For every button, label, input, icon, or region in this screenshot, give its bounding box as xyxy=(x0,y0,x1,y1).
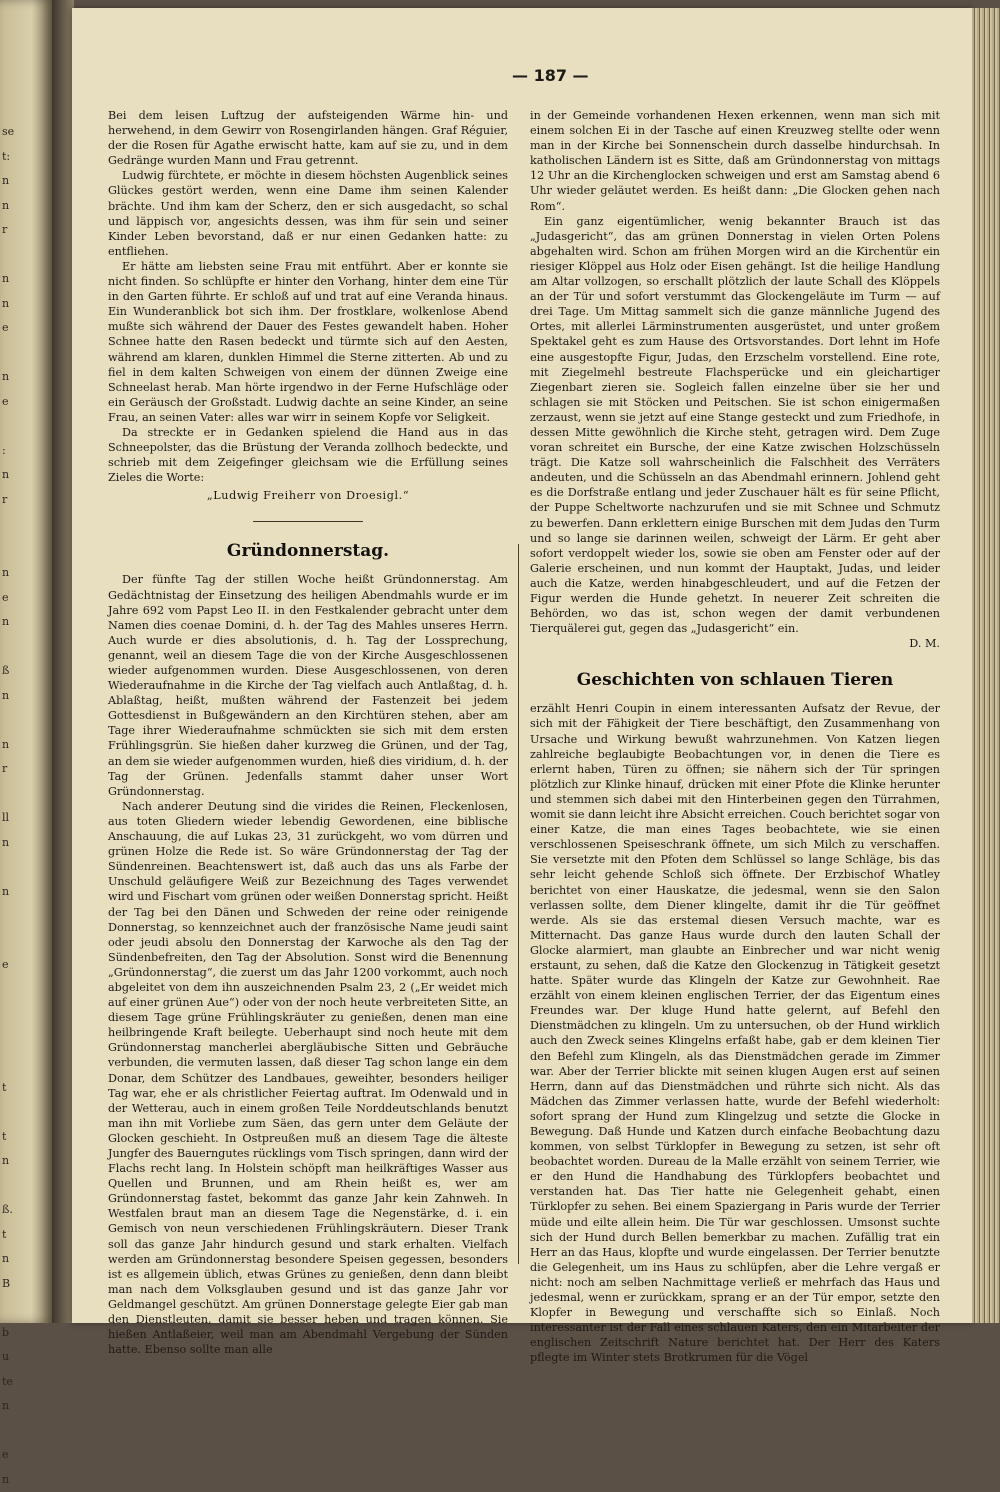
story-paragraph-2: Ludwig fürchtete, er möchte in diesem höchsten Augenblick seines Glückes gestört werden, wenn eine Dame ihm seinen Kalender brächte. Und ihm kam der Scherz, den er sich ausgedacht, so schal und läppisch vor, angesichts dessen, was ihm für sein und seiner Kinder Leben bevorstand, daß er nur einen Gedanken hatte: zu entfliehen. xyxy=(108,169,508,258)
story-paragraph-4: Da streckte er in Gedanken spielend die Hand aus in das Schneepolster, das die Brüstung der Veranda zollhoch bedeckte, und schrieb mit dem Zeigefinger gleichsam wie die Erfüllung seines Zieles die Worte: xyxy=(108,425,508,485)
story-paragraph-1: Bei dem leisen Luftzug der aufsteigenden Wärme hin- und herwehend, in dem Gewirr von Rosengirlanden hängen. Graf Réguier, der die Rosen für Agathe erwischt hatte, kam auf sie zu, und in dem Gedränge wurden Mann und Frau getrennt. xyxy=(108,109,508,168)
gruendonnerstag-author: D. M. xyxy=(909,637,940,651)
article-gruendonnerstag xyxy=(108,540,508,1357)
gruendonnerstag-continued-paragraph-1: in der Gemeinde vorhandenen Hexen erkennen, wenn man sich mit einem solchen Ei in der Tasche auf einen Kreuzweg stellte oder wenn man in der Kirche bei Sonnenschein durch dasselbe hindurchsah. In katholischen Ländern ist es Sitte, daß am Gründonnerstag von mittags 12 Uhr an die Kirchenglocken schweigen und erst am Samstag abend 6 Uhr wieder geläutet werden. Es heißt dann: „Die Glocken gehen nach Rom“. xyxy=(530,109,940,213)
story-paragraph-3: Er hätte am liebsten seine Frau mit entführt. Aber er konnte sie nicht finden. So schlüpfte er hinter den Vorhang, hinter dem eine Tür in den Garten führte. Er schloß auf und trat auf eine Veranda hinaus. Ein Wunderanblick bot sich ihm. Der frostklare, wolkenlose Abend mußte sich während der Dauer des Festes gewandelt haben. Hoher Schnee hatte den Rasen bedeckt und türmte sich auf den Aesten, während am klaren, dunklen Himmel die Sterne zitterten. Ab und zu fiel in dem kalten Schweigen von einem der dünnen Zweige eine Schneelast herab. Man hörte irgendwo in der Ferne Hufschläge oder ein Geräusch der Großstadt. Ludwig dachte an seine Kinder, an seine Frau, an seinen Vater: alles war wirr in seinem Kopfe vor Seligkeit. xyxy=(108,259,508,424)
page-stack-edge xyxy=(972,8,1000,1323)
section-divider xyxy=(253,521,363,522)
gruendonnerstag-paragraph-2: Nach anderer Deutung sind die virides die Reinen, Fleckenlosen, aus toten Gliedern wieder lebendig Gewordenen, eine biblische Anschauung, die auf Lukas 23, 31 zurückgeht, wo vom dürren und grünen Holze die Rede ist. So wäre Gründonnerstag der Tag der Sündenreinen. Beachtenswert ist, daß auch das uns als Farbe der Unschuld geläufigere Weiß zur Bezeichnung des Tages verwendet wird und Fischart vom grünen oder weißen Donnerstag spricht. Heißt der Tag bei den Dänen und Schweden der reine oder reinigende Donnerstag, so kennzeichnet auch der französische Name jeudi saint oder jeudi absolu den Donnerstag der Karwoche als den Tag der Sündenbefreiten, den Tag der Absolution. Sonst wird die Benennung „Gründonnerstag“, die zuerst um das Jahr 1200 vorkommt, auch noch abgeleitet von dem ihn auszeichnenden Psalm 23, 2 („Er weidet mich auf einer grünen Aue“) oder von der noch heute verbreiteten Sitte, an diesem Tage grüne Frühlingskräuter zu genießen, denen man eine heilbringende Kraft beilegte. Ueberhaupt sind noch heute mit dem Gründonnerstag mancherlei abergläubische Sitten und Gebräuche verbunden, die vermuten lassen, daß dieser Tag schon lange ein dem Donar, dem Schützer des Landbaues, geweihter, besonders heiliger Tag war, ehe er als christlicher Feiertag auftrat. Im Odenwald und in der Wetterau, auch in einem großen Teile Norddeutschlands benutzt man ihn mit Vorliebe zum Säen, das gern unter dem Geläute der Glocken geschieht. In Ostpreußen muß an diesem Tage die älteste Jungfer des Bauerngutes rücklings vom Tisch springen, dann wird der Flachs recht lang. In Holstein schöpft man heilkräftiges Wasser aus Quellen und Brunnen, und am Rhein heißt es, wer am Gründonnerstag fastet, bekommt das ganze Jahr kein Zahnweh. In Westfalen braut man an diesem Tage die Negenstärke, d. i. ein Gemisch von neun verschiedenen Frühlingskräutern. Dieser Trank soll das ganze Jahr hindurch gesund und stark erhalten. Vielfach werden am Gründonnerstag besondere Speisen gegessen, besonders ist es allgemein üblich, etwas Grünes zu genießen, denn dann bleibt man nach dem Volksglauben gesund und ist das ganze Jahr vor Geldmangel geschützt. Am grünen Donnerstage gelegte Eier gab man den Dienstleuten, damit sie besser heben und tragen können. Sie hießen Antlaßeier, weil man am Abendmahl Vergebung der Sünden hatte. Ebenso sollte man alle xyxy=(108,799,508,1357)
left-column xyxy=(108,108,508,1357)
right-column xyxy=(530,108,940,1366)
column-divider xyxy=(518,544,519,1264)
page-number: — 187 — xyxy=(512,66,589,85)
previous-page-edge xyxy=(0,0,52,1486)
page xyxy=(72,8,972,1365)
schlaue-tiere-paragraph-1: erzählt Henri Coupin in einem interessanten Aufsatz der Revue, der sich mit der Fähigkeit der Tiere beschäftigt, den Zusammenhang von Ursache und Wirkung bewußt wahrzunehmen. Von Katzen liegen zahlreiche beglaubigte Beobachtungen vor, in denen die Tiere es erlernt haben, Türen zu öffnen; sie nähern sich der Tür springen plötzlich zur Klinke hinauf, drücken mit einer Pfote die Klinke herunter und stemmen sich dabei mit den Hinterbeinen gegen den Türrahmen, womit sie dann leicht ihre Absicht erreichen. Couch berichtet sogar von einer Katze, die man eines Tages beobachtete, wie sie einen verschlossenen Speiseschrank öffnete, um sich Milch zu verschaffen. Sie versetzte mit den Pfoten dem Schlüssel so lange Schläge, bis das sehr leicht gehende Schloß sich öffnete. Der Erzbischof Whatley berichtet von einer Hauskatze, die jedesmal, wenn sie den Salon verlassen sollte, dem Diener klingelte, damit ihr die Tür geöffnet werde. Als sie das erstemal diesen Versuch machte, war es Mitternacht. Das ganze Haus wurde durch den lauten Schall der Glocke alarmiert, man glaubte an Einbrecher und war nicht wenig erstaunt, zu sehen, daß die Katze den Glockenzug in Tätigkeit gesetzt hatte. Später wurde das Klingeln der Katze zur Gewohnheit. Rae erzählt von einem kleinen englischen Terrier, der das Eigentum eines Freundes war. Der kluge Hund hatte gelernt, auf Befehl den Dienstmädchen zu klingeln. Um zu untersuchen, ob der Hund wirklich auch den Zweck seines Klingelns erfaßt habe, gab er dem kleinen Tier den Befehl zum Klingeln, als das Dienstmädchen gerade im Zimmer war. Aber der Terrier blickte mit seinen klugen Augen erst auf seinen Herrn, dann auf das Dienstmädchen und rührte sich nicht. Als das Mädchen das Zimmer verlassen hatte, wurde der Befehl wiederholt: sofort sprang der Hund zum Klingelzug und setzte die Glocke in Bewegung. Daß Hunde und Katzen durch einfache Beobachtung dazu kommen, von selbst Türklopfer in Bewegung zu setzen, ist sehr oft beobachtet worden. Dureau de la Malle erzählt von seinem Terrier, wie er den Hund die Handhabung des Türklopfers beobachtet und verstanden hat. Das Tier hatte nie Gelegenheit gehabt, einen Türklopfer zu sehen. Bei einem Spaziergang in Paris wurde der Terrier müde und eilte allein heim. Die Tür war geschlossen. Umsonst suchte sich der Hund durch Bellen bemerkbar zu machen. Zufällig trat ein Herr an das Haus, klopfte und wurde eingelassen. Der Terrier benutzte die Gelegenheit, um ins Haus zu schlüpfen, aber die Lehre vergaß er nicht: noch am selben Nachmittage verließ er mehrfach das Haus und jedesmal, wenn er zurückkam, sprang er an der Tür empor, setzte den Klopfer in Bewegung und verschaffte sich so Einlaß. Noch interessanter ist der Fall eines schlauen Katers, den ein Mitarbeiter der englischen Zeitschrift Nature berichtet hat. Der Herr des Katers pflegte im Winter stets Brotkrumen für die Vögel xyxy=(530,702,940,1365)
article-story-ending xyxy=(108,108,508,522)
article-schlaue-tiere xyxy=(530,669,940,1365)
schlaue-tiere-title: Geschichten von schlauen Tieren xyxy=(576,670,894,691)
story-signature: „Ludwig Freiherr von Droesigl.“ xyxy=(206,489,410,503)
gruendonnerstag-continued-paragraph-2: Ein ganz eigentümlicher, wenig bekannter Brauch ist das „Judasgericht“, das am grünen Donnerstag in vielen Orten Polens abgehalten wird. Schon am frühen Morgen wird an die Kirchentür ein riesiger Klöppel aus Holz oder Eisen gehängt. Ist die heilige Handlung am Altar vollzogen, so erschallt plötzlich der laute Schall des Klöppels an der Tür und sofort verstummt das Glockengeläute im Turm — auf drei Tage. Um Mittag sammelt sich die ganze männliche Jugend des Ortes, mit allerlei Lärminstrumenten ausgerüstet, und unter großem Spektakel geht es zum Hause des Ortsvorstandes. Dort lehnt im Hofe eine ausgestopfte Figur, Judas, den Erzschelm vorstellend. Eine rote, mit Ziegelmehl bestreute Flachsperücke und ein gleichartiger Ziegenbart zieren sie. Sogleich fallen einzelne über sie her und schlagen sie mit Stöcken und Peitschen. Sie ist schon einigermaßen zerzaust, wenn sie jetzt auf eine Stange gesteckt und zum Friedhofe, in dessen Mitte gewöhnlich die Kirche steht, getragen wird. Dem Zuge voran schreitet ein Bursche, der eine Katze zwischen Holzschüsseln trägt. Die Katze soll wahrscheinlich die Falschheit des Verräters andeuten, und die Schüsseln an das Abendmahl erinnern. Johlend geht es die Dorfstraße entlang und jeder Zuschauer hält es für seine Pflicht, der Puppe Scheltworte nachzurufen und sie mit Schnee und Schmutz zu bewerfen. Dann erklettern einige Burschen mit dem Judas den Turm und so lange sie darinnen weilen, schweigt der Lärm. Er geht aber sofort verdoppelt wieder los, sowie sie oben am Fenster oder auf der Galerie erscheinen, und nun kommt der Hauptakt, Judas, und leider auch die Katze, werden hinabgeschleudert, und auf die Fetzen der Figur werden die Hunde gehetzt. In neuerer Zeit schreiten die Behörden, wo das ist, schon wegen der damit verbundenen Tierquälerei gut, gegen das „Judasgericht“ ein. xyxy=(530,214,940,636)
book-gutter xyxy=(52,0,74,1323)
previous-page-text-fragments: se t: n n r n n e n e : n r n e n ß n n r ll n n e t t n ß. t n B b u te n e n xyxy=(2,125,15,1486)
gruendonnerstag-paragraph-1: Der fünfte Tag der stillen Woche heißt Gründonnerstag. Am Gedächtnistag der Einsetzung des heiligen Abendmahls wurde er im Jahre 692 vom Papst Leo II. in den Festkalender gebracht unter dem Namen dies coenae Domini, d. h. der Tag des Mahles unseres Herrn. Auch wurde er dies absolutionis, d. h. Tag der Lossprechung, genannt, weil an diesem Tage die von der Kirche Ausgeschlossenen wieder aufgenommen wurden. Diese Ausgeschlossenen, von deren Wiederaufnahme in die Kirche der Tag vielfach auch Antlaßtag, d. h. Ablaßtag, heißt, mußten während der Fastenzeit bei jedem Gottesdienst in Bußgewändern an den Kirchtüren stehen, aber am Tage ihrer Wiederaufnahme schmückten sie sich mit dem ersten Frühlingsgrün. Sie hießen daher kurzweg die Grünen, und der Tag, an dem sie wieder aufgenommen wurden, hieß dies viridium, d. h. der Tag der Grünen. Jedenfalls stammt daher unser Wort Gründonnerstag. xyxy=(108,573,508,798)
article-gruendonnerstag-continued xyxy=(530,108,940,651)
gruendonnerstag-title: Gründonnerstag. xyxy=(226,541,390,562)
